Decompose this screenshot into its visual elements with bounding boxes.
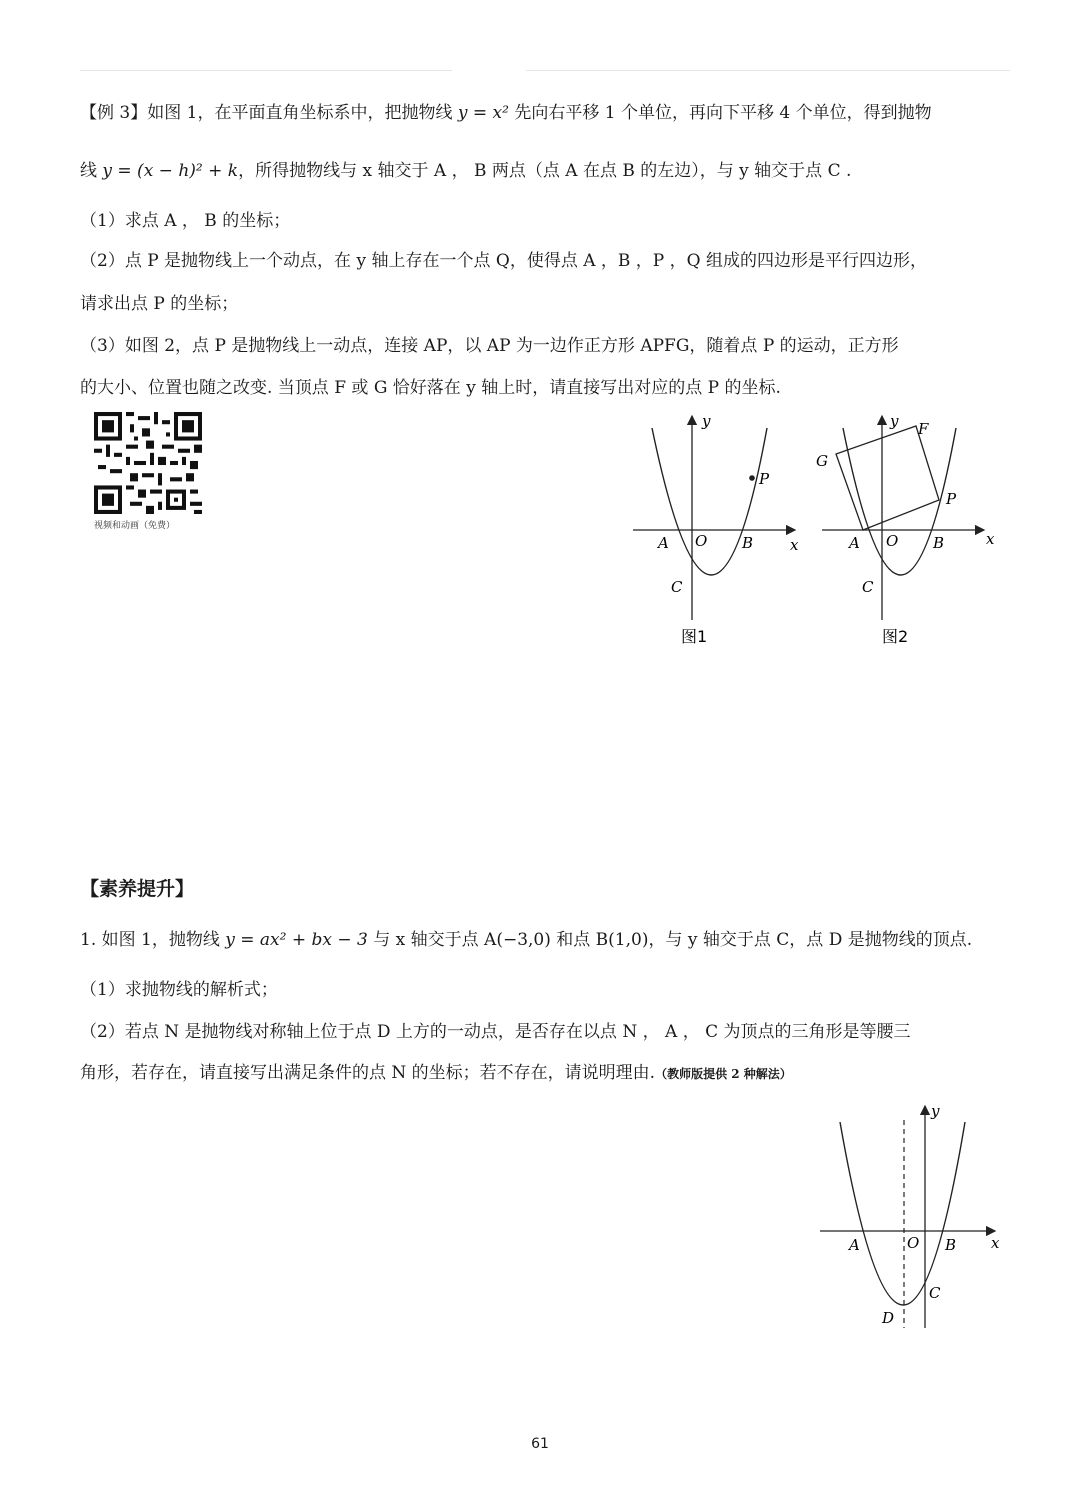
- example3-line1: 【例 3】如图 1，在平面直角坐标系中，把抛物线 y = x² 先向右平移 1 个单位，再向下平移 4 个单位，得到抛物: [80, 103, 932, 123]
- parabola: [843, 428, 956, 575]
- question-3-line1: （3）如图 2，点 P 是抛物线上一动点，连接 AP，以 AP 为一边作正方形 APFG，随着点 P 的运动，正方形: [80, 336, 899, 356]
- label-x: x: [991, 1234, 1000, 1252]
- label-x: x: [986, 530, 995, 548]
- parabola: [652, 428, 767, 575]
- figure-1: [625, 408, 815, 658]
- teacher-note: （教师版提供 2 种解法）: [655, 1067, 792, 1081]
- label-c: C: [862, 578, 874, 596]
- problem-1-line1: 1. 如图 1，抛物线 y = ax² + bx − 3 与 x 轴交于点 A(−3,0) 和点 B(1,0)，与 y 轴交于点 C，点 D 是抛物线的顶点.: [80, 930, 973, 950]
- figure-1-caption: 图1: [681, 627, 708, 646]
- label-a: A: [658, 534, 669, 552]
- label-c: C: [929, 1284, 941, 1302]
- top-rule-right: [526, 70, 1010, 71]
- label-x: x: [790, 536, 799, 554]
- problem-1-question-2-line2: 角形，若存在，请直接写出满足条件的点 N 的坐标；若不存在，请说明理由.（教师版提供 2 种解法）: [80, 1063, 792, 1083]
- example-tag: 【例 3】: [80, 103, 148, 123]
- label-p: P: [946, 490, 957, 508]
- problem-1-question-1: （1）求抛物线的解析式；: [80, 980, 278, 1000]
- label-y: y: [890, 412, 899, 430]
- question-2-line2: 请求出点 P 的坐标；: [80, 294, 239, 314]
- question-2-line1: （2）点 P 是抛物线上一个动点，在 y 轴上存在一个点 Q，使得点 A ，B ，P ，Q 组成的四边形是平行四边形，: [80, 251, 927, 271]
- question-3-line2: 的大小、位置也随之改变. 当顶点 F 或 G 恰好落在 y 轴上时，请直接写出对应的点 P 的坐标.: [80, 378, 781, 398]
- label-o: O: [886, 532, 899, 550]
- figure-2: [812, 408, 1012, 658]
- qr-caption: 视频和动画（免费）: [94, 521, 176, 531]
- label-y: y: [931, 1102, 940, 1120]
- label-b: B: [945, 1236, 957, 1254]
- problem-1-question-2-line1: （2）若点 N 是抛物线对称轴上位于点 D 上方的一动点，是否存在以点 N ， A ， C 为顶点的三角形是等腰三: [80, 1022, 911, 1042]
- figure-3: [815, 1100, 1015, 1340]
- label-y: y: [702, 412, 711, 430]
- label-d: D: [882, 1309, 895, 1327]
- label-o: O: [695, 532, 708, 550]
- top-rule-left: [80, 70, 452, 71]
- label-a: A: [849, 534, 860, 552]
- figure-2-caption: 图2: [882, 627, 909, 646]
- page-number: 61: [531, 1436, 549, 1452]
- label-g: G: [816, 452, 828, 470]
- label-o: O: [907, 1234, 920, 1252]
- question-1: （1）求点 A ， B 的坐标；: [80, 211, 291, 231]
- label-b: B: [742, 534, 754, 552]
- section-heading: 【素养提升】: [80, 878, 195, 900]
- label-a: A: [849, 1236, 860, 1254]
- parabola: [840, 1122, 965, 1305]
- point-p: [749, 475, 755, 481]
- label-b: B: [933, 534, 945, 552]
- label-c: C: [671, 578, 683, 596]
- label-p: P: [759, 470, 770, 488]
- example3-line2: 线 y = (x − h)² + k，所得抛物线与 x 轴交于 A ， B 两点（点 A 在点 B 的左边），与 y 轴交于点 C .: [80, 161, 852, 181]
- square-apfg: [836, 426, 939, 530]
- qr-code-image: [94, 412, 202, 514]
- label-f: F: [918, 420, 929, 438]
